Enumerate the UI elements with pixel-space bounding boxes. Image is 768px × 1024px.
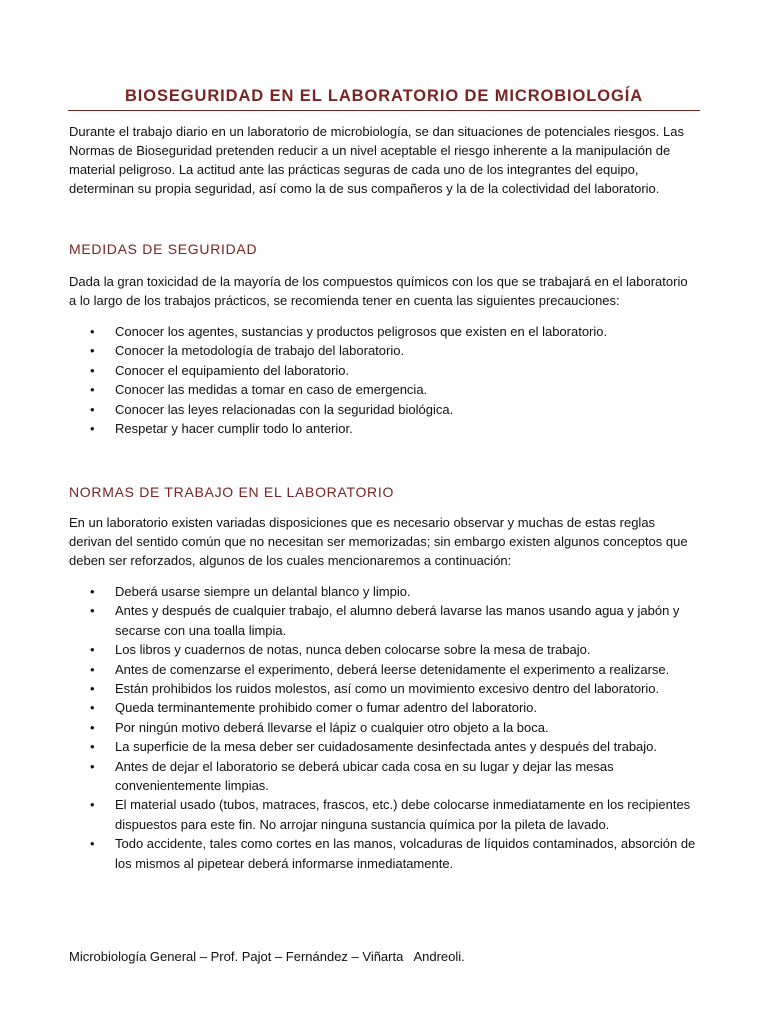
list-item <box>69 795 699 834</box>
list-item <box>69 660 699 679</box>
bullet-icon: • <box>90 343 95 359</box>
list-item-text: Todo accidente, tales como cortes en las manos, volcaduras de líquidos contaminados, absorción de los mismos al pipetear deberá informarse inmediatamente. <box>115 836 696 871</box>
bullet-icon: • <box>90 421 95 437</box>
list-item <box>69 380 699 399</box>
section-normas-paragraph: En un laboratorio existen variadas disposiciones que es necesario observar y muchas de estas reglas derivan del sentido común que no necesitan ser memorizadas; sin embargo existen algunos conceptos que deben ser reforzados, algunos de los cuales mencionaremos a continuación: <box>69 515 688 568</box>
list-item <box>69 322 699 341</box>
list-item-text: Los libros y cuadernos de notas, nunca deben colocarse sobre la mesa de trabajo. <box>115 642 591 658</box>
list-item-text: El material usado (tubos, matraces, frascos, etc.) debe colocarse inmediatamente en los recipientes dispuestos para este fin. No arrojar ninguna sustancia química por la pileta de lavado. <box>115 797 691 832</box>
list-item <box>69 582 699 601</box>
bullet-icon: • <box>90 836 95 852</box>
bullet-icon: • <box>90 362 95 378</box>
list-item-text: Conocer las medidas a tomar en caso de emergencia. <box>115 382 428 398</box>
list-item-text: Conocer el equipamiento del laboratorio. <box>115 362 350 378</box>
bullet-icon: • <box>90 758 95 774</box>
list-item <box>69 679 699 698</box>
work-rules-list <box>69 582 699 873</box>
bullet-icon: • <box>90 642 95 658</box>
list-item-text: Respetar y hacer cumplir todo lo anterior. <box>115 421 353 437</box>
list-item-text: Antes de comenzarse el experimento, deberá leerse detenidamente el experimento a realizarse. <box>115 661 670 677</box>
list-item-text: Por ningún motivo deberá llevarse el lápiz o cualquier otro objeto a la boca. <box>115 719 549 735</box>
list-item <box>69 341 699 360</box>
bullet-icon: • <box>90 797 95 813</box>
list-item-text: Están prohibidos los ruidos molestos, así como un movimiento excesivo dentro del laboratorio. <box>115 681 660 697</box>
section-heading-normas: NORMAS DE TRABAJO EN EL LABORATORIO <box>69 484 395 500</box>
bullet-icon: • <box>90 661 95 677</box>
list-item-text: Conocer las leyes relacionadas con la seguridad biológica. <box>115 401 454 417</box>
section-heading-medidas: MEDIDAS DE SEGURIDAD <box>69 241 258 257</box>
list-item-text: Queda terminantemente prohibido comer o fumar adentro del laboratorio. <box>115 700 538 716</box>
list-item <box>69 757 699 796</box>
list-item <box>69 698 699 717</box>
list-item <box>69 834 699 873</box>
list-item <box>69 419 699 438</box>
bullet-icon: • <box>90 401 95 417</box>
section-medidas-paragraph: Dada la gran toxicidad de la mayoría de los compuestos químicos con los que se trabajará en el laboratorio a lo largo de los trabajos prácticos, se recomienda tener en cuenta las siguientes precauciones: <box>69 274 688 308</box>
bullet-icon: • <box>90 382 95 398</box>
list-item-text: Antes de dejar el laboratorio se deberá ubicar cada cosa en su lugar y dejar las mesas convenientemente limpias. <box>115 758 614 794</box>
document-title: BIOSEGURIDAD EN EL LABORATORIO DE MICROBIOLOGÍA <box>124 87 644 105</box>
bullet-icon: • <box>90 700 95 716</box>
bullet-icon: • <box>90 739 95 755</box>
list-item-text: Conocer la metodología de trabajo del laboratorio. <box>115 343 405 359</box>
title-underline <box>68 110 700 111</box>
list-item <box>69 718 699 737</box>
intro-paragraph: Durante el trabajo diario en un laboratorio de microbiología, se dan situaciones de potenciales riesgos. Las Normas de Bioseguridad pretenden reducir a un nivel aceptable el riesgo inherente a la manipulación de material peligroso. La actitud ante las prácticas seguras de cada uno de los integrantes del equipo, determinan su propia seguridad, así como la de sus compañeros y la de la colectividad del laboratorio. <box>69 124 684 196</box>
precautions-list <box>69 322 699 438</box>
bullet-icon: • <box>90 324 95 339</box>
list-item <box>69 601 699 640</box>
bullet-icon: • <box>90 681 95 697</box>
bullet-icon: • <box>90 719 95 735</box>
list-item <box>69 640 699 659</box>
list-item-text: Antes y después de cualquier trabajo, el alumno deberá lavarse las manos usando agua y jabón y secarse con una toalla limpia. <box>115 603 680 638</box>
list-item <box>69 737 699 756</box>
list-item-text: La superficie de la mesa deber ser cuidadosamente desinfectada antes y después del trabajo. <box>115 739 658 755</box>
list-item <box>69 361 699 380</box>
bullet-icon: • <box>90 584 95 599</box>
list-item-text: Conocer los agentes, sustancias y productos peligrosos que existen en el laboratorio. <box>115 324 608 339</box>
bullet-icon: • <box>90 603 95 619</box>
list-item-text: Deberá usarse siempre un delantal blanco y limpio. <box>115 584 411 599</box>
list-item <box>69 400 699 419</box>
footer-credits: Microbiología General – Prof. Pajot – Fernández – Viñarta Andreoli. <box>69 949 465 964</box>
